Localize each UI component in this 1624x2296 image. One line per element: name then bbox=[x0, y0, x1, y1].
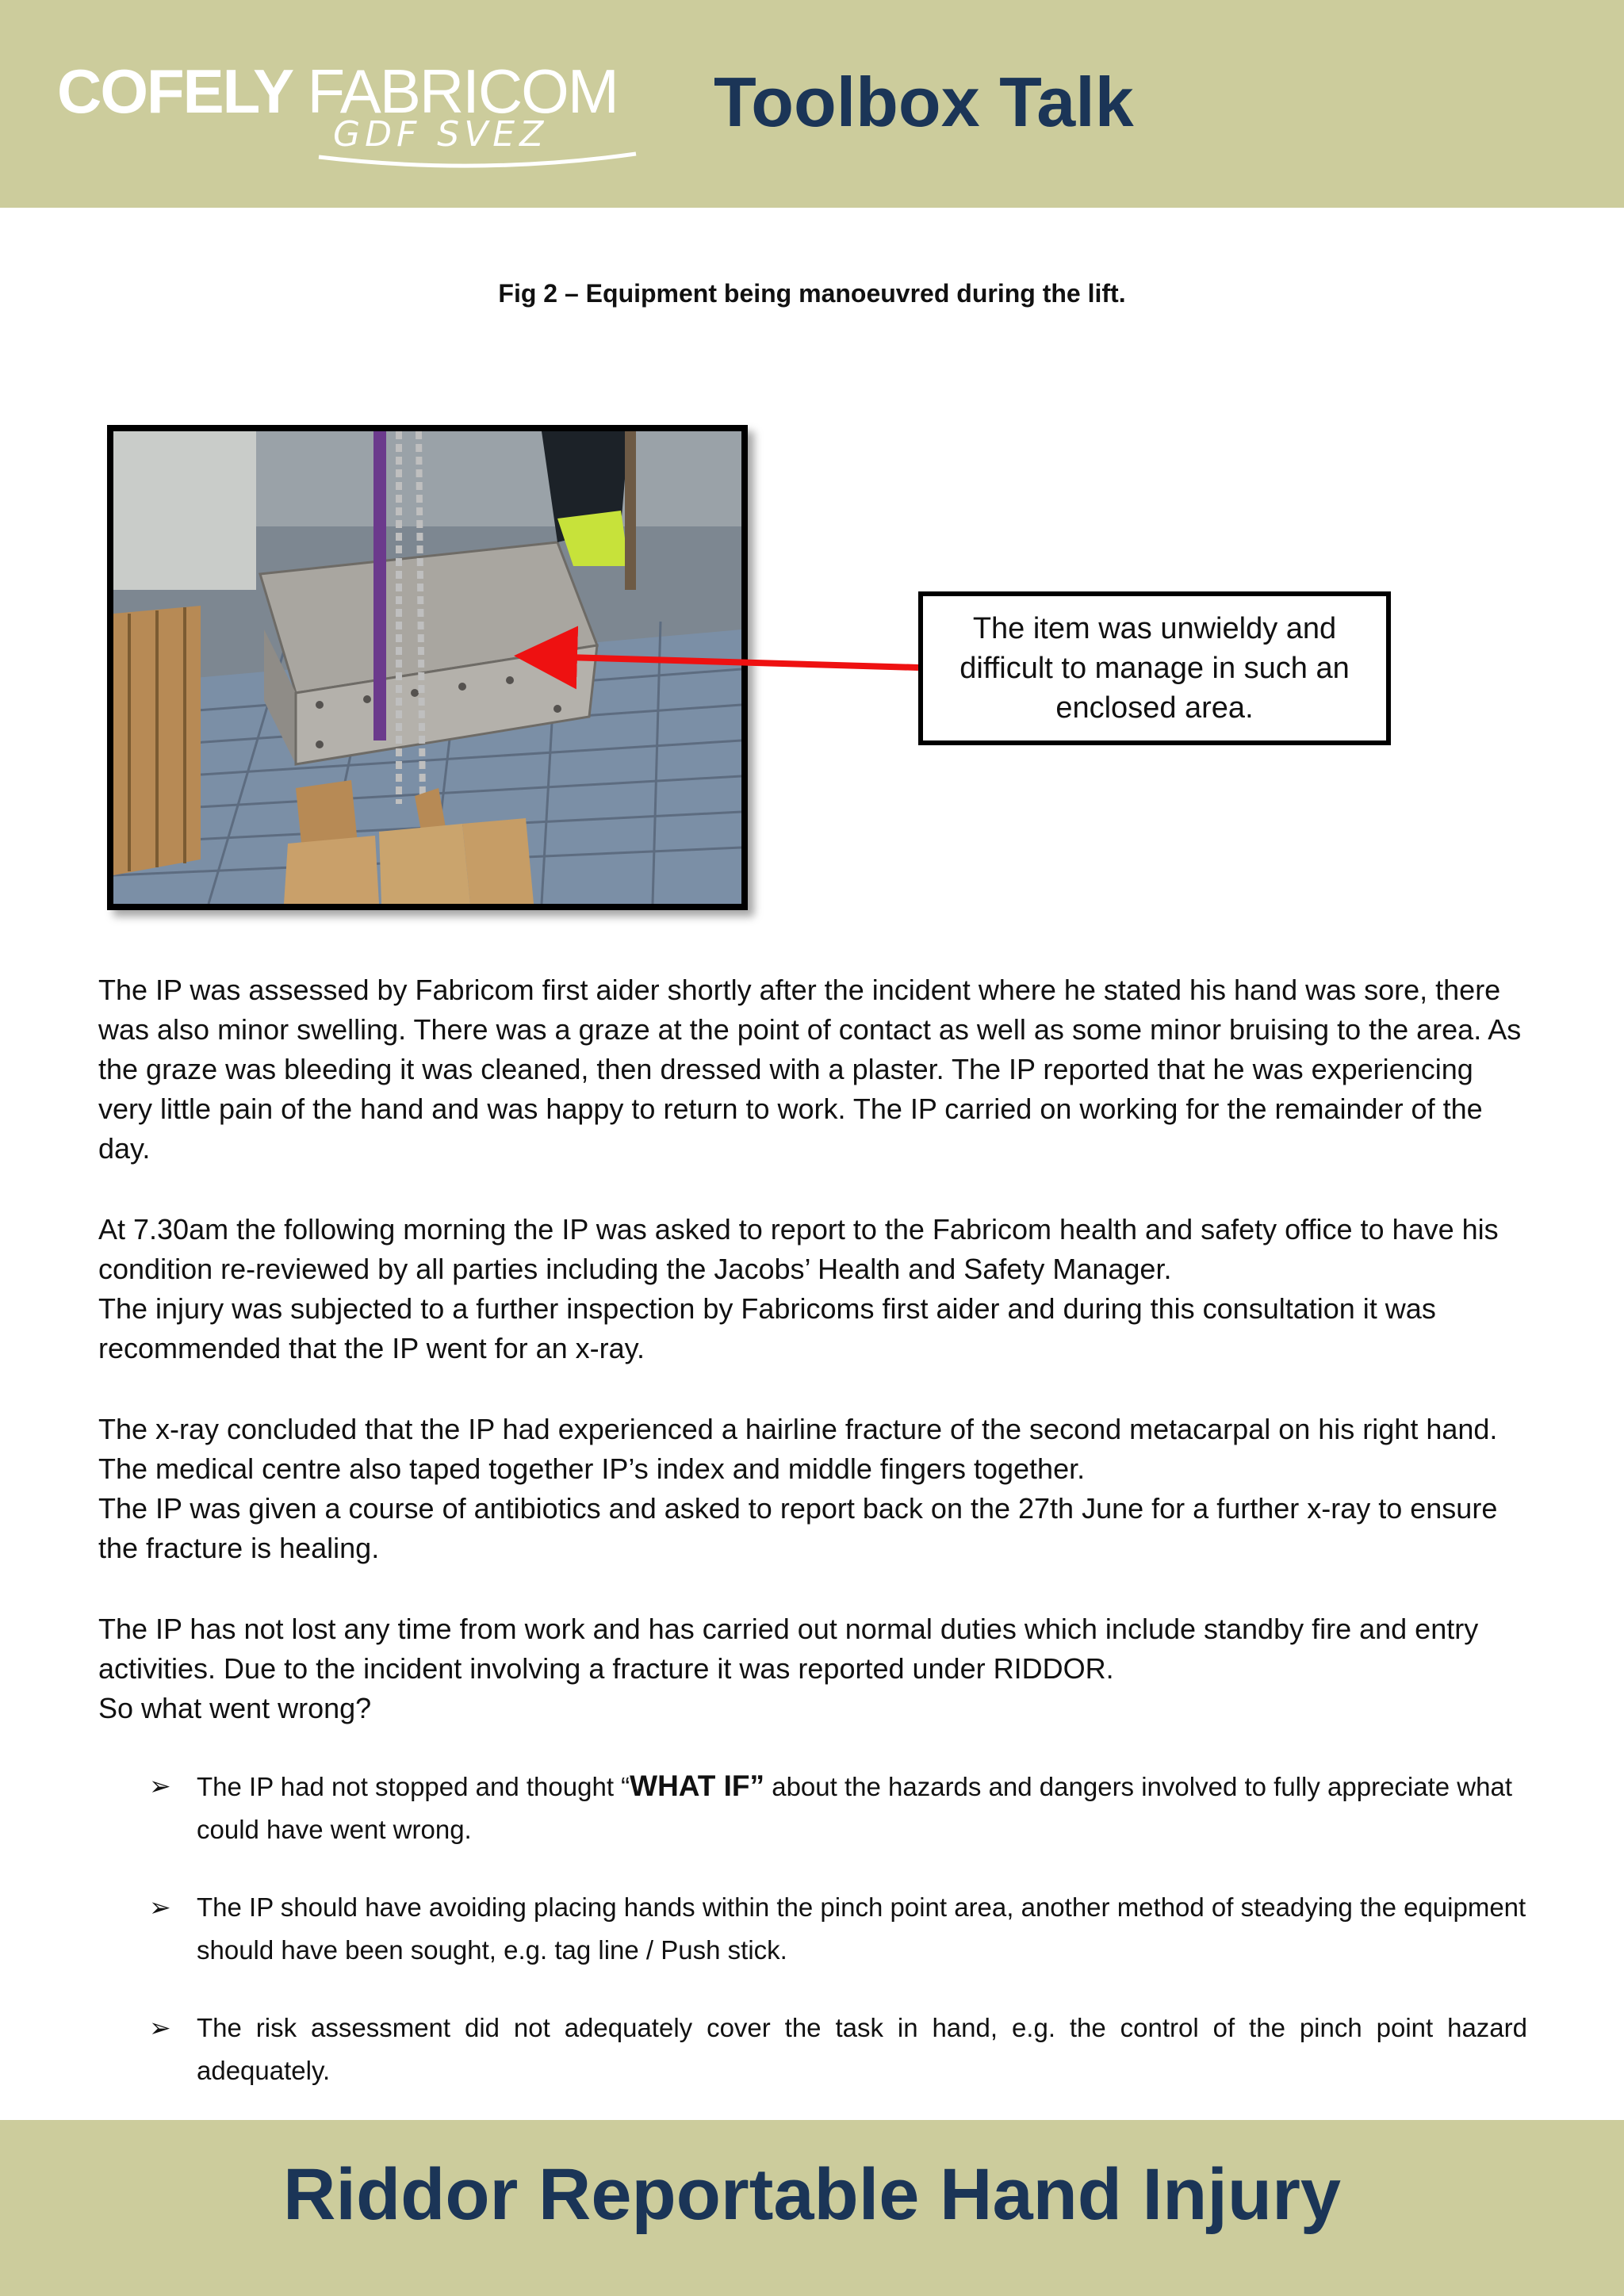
header-band bbox=[0, 0, 1624, 208]
equipment-photo-illustration bbox=[113, 431, 741, 904]
body-text: The IP was given a course of antibiotics and asked to report back on the 27th June for a further x-ray to ensure the fracture is healing. bbox=[98, 1492, 1498, 1564]
arrow-bullet-icon: ➢ bbox=[149, 2013, 171, 2042]
body-paragraph-4 bbox=[98, 1609, 1526, 1728]
body-text: The x-ray concluded that the IP had experienced a hairline fracture of the second metacarpal on his right hand. The medical centre also taped together IP’s index and middle fingers together. bbox=[98, 1413, 1498, 1485]
footer-title: Riddor Reportable Hand Injury bbox=[282, 2154, 1342, 2235]
list-item: ➢ The IP should have avoiding placing hands within the pinch point area, another method of steadying the equipment should have been sought, e.g. tag line / Push stick. bbox=[149, 1886, 1527, 1972]
body-paragraph-1 bbox=[98, 970, 1526, 1169]
logo-subtitle: GDF SVEZ bbox=[333, 114, 549, 155]
figure-caption: Fig 2 – Equipment being manoeuvred during the lift. bbox=[498, 279, 1126, 308]
logo-wordmark: COFELY FABRICOM bbox=[57, 56, 618, 126]
list-item: ➢ The risk assessment did not adequately cover the task in hand, e.g. the control of the pinch point hazard adequately. bbox=[149, 2007, 1527, 2092]
footer-band bbox=[0, 2120, 1624, 2296]
logo-swoosh-icon bbox=[311, 149, 644, 173]
body-text: So what went wrong? bbox=[98, 1692, 372, 1724]
body-paragraph-3 bbox=[98, 1410, 1526, 1568]
lessons-list bbox=[149, 1765, 1527, 2127]
list-item: ➢ The IP had not stopped and thought “WHAT IF” about the hazards and dangers involved to fully appreciate what could have went wrong. bbox=[149, 1765, 1527, 1851]
equipment-photo bbox=[107, 425, 748, 910]
arrow-bullet-icon: ➢ bbox=[149, 1771, 171, 1800]
body-text: The injury was subjected to a further inspection by Fabricoms first aider and during this consultation it was recommended that the IP went for an x-ray. bbox=[98, 1292, 1436, 1364]
figure-callout: The item was unwieldy and difficult to manage in such an enclosed area. bbox=[918, 591, 1391, 745]
arrow-bullet-icon: ➢ bbox=[149, 1892, 171, 1922]
body-paragraph-2 bbox=[98, 1210, 1526, 1368]
body-text: The IP has not lost any time from work and has carried out normal duties which include standby fire and entry activities. Due to the incident involving a fracture it was reported under RIDDOR. bbox=[98, 1613, 1479, 1685]
header-title: Toolbox Talk bbox=[714, 63, 1134, 141]
company-logo bbox=[57, 55, 618, 166]
body-text: The IP was assessed by Fabricom first aider shortly after the incident where he stated his hand was sore, there was also minor swelling. There was a graze at the point of contact as well as some minor bruising to the area. As the graze was bleeding it was cleaned, then dressed with a plaster. The IP reported that he was experiencing very little pain of the hand and was happy to return to work. The IP carried on working for the remainder of the day. bbox=[98, 974, 1522, 1165]
body-text: At 7.30am the following morning the IP was asked to report to the Fabricom health and safety office to have his condition re-reviewed by all parties including the Jacobs’ Health and Safety Manager. bbox=[98, 1213, 1499, 1285]
